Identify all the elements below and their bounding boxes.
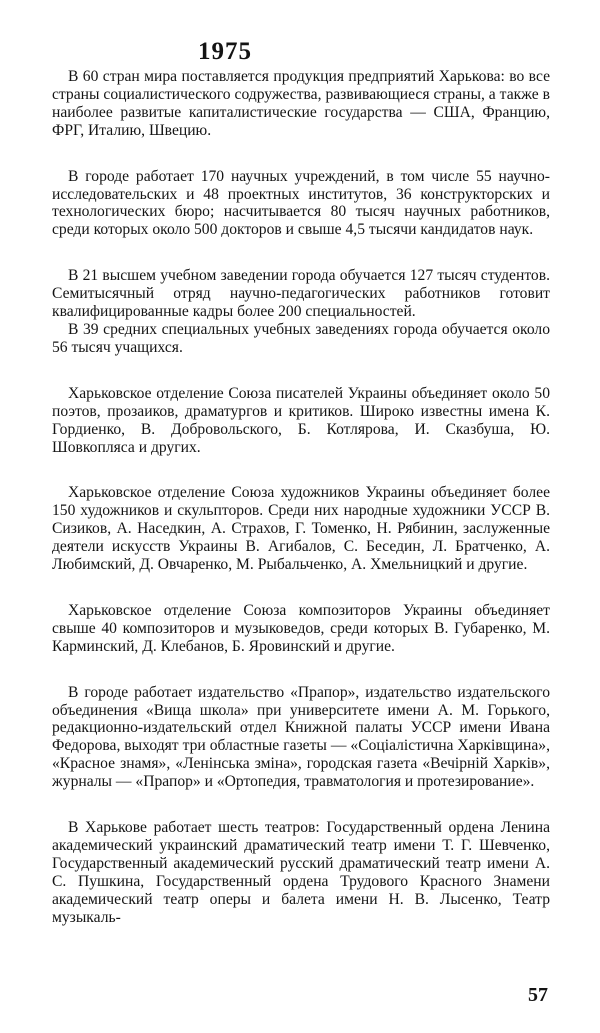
paragraph-publishing: В городе работает издательство «Прапор», издательство издательского объединения «Вища школа» при университете имени А. М. Горького, редакционно-издательский отдел Книжной палаты УССР имени Ивана Федорова, выходят три областные газеты — «Соціалістична Харківщина», «Красное знамя», «Ленінська зміна», городская газета «Вечірній Харків», журналы — «Прапор» и «Ортопедия, травматология и протезирование». <box>52 683 550 791</box>
paragraph-exports: В 60 стран мира поставляется продукция предприятий Харькова: во все страны социалистического содружества, развивающиеся страны, а также в наиболее развитые капиталистические государства — США, Францию, ФРГ, Италию, Швецию. <box>52 68 550 139</box>
paragraph-theatres: В Харькове работает шесть театров: Государственный ордена Ленина академический украинский драматический театр имени Т. Г. Шевченко, Государственный академический русский драматический театр имени А. С. Пушкина, Государственный ордена Трудового Красного Знамени академический театр оперы и балета имени Н. В. Лысенко, Театр музыкаль- <box>52 819 550 926</box>
paragraph-secondary-education: В 39 средних специальных учебных заведениях города обучается около 56 тысяч учащихся. <box>52 320 550 356</box>
page-number: 57 <box>528 984 548 1006</box>
paragraph-writers-union: Харьковское отделение Союза писателей Украины объединяет около 50 поэтов, прозаиков, драматургов и критиков. Широко известны имена К. Гордиенко, В. Добровольского, Б. Котлярова, И. Сказбуша, Ю. Шовкопляса и других. <box>52 384 550 456</box>
body-text <box>52 68 550 927</box>
paragraph-artists-union: Харьковское отделение Союза художников Украины объединяет более 150 художников и скульпторов. Среди них народные художники УССР В. Сизиков, А. Наседкин, А. Страхов, Г. Томенко, Н. Рябинин, заслуженные деятели искусств Украины В. Агибалов, С. Беседин, Л. Братченко, А. Любимский, Д. Овчаренко, М. Рыбальченко, А. Хмельницкий и другие. <box>52 484 550 574</box>
paragraph-higher-education: В 21 высшем учебном заведении города обучается 127 тысяч студентов. Семитысячный отряд научно-педагогических работников готовит квалифицированные кадры более 200 специальностей. <box>52 267 550 321</box>
paragraph-science: В городе работает 170 научных учреждений, в том числе 55 научно-исследовательских и 48 проектных институтов, 36 конструкторских и технологических бюро; насчитывается 80 тысяч научных работников, среди которых около 500 докторов и свыше 4,5 тысячи кандидатов наук. <box>52 167 550 239</box>
paragraph-composers-union: Харьковское отделение Союза композиторов Украины объединяет свыше 40 композиторов и музыковедов, среди которых В. Губаренко, М. Карминский, Д. Клебанов, Б. Яровинский и другие. <box>52 601 550 655</box>
page-header-year: 1975 <box>198 38 252 65</box>
